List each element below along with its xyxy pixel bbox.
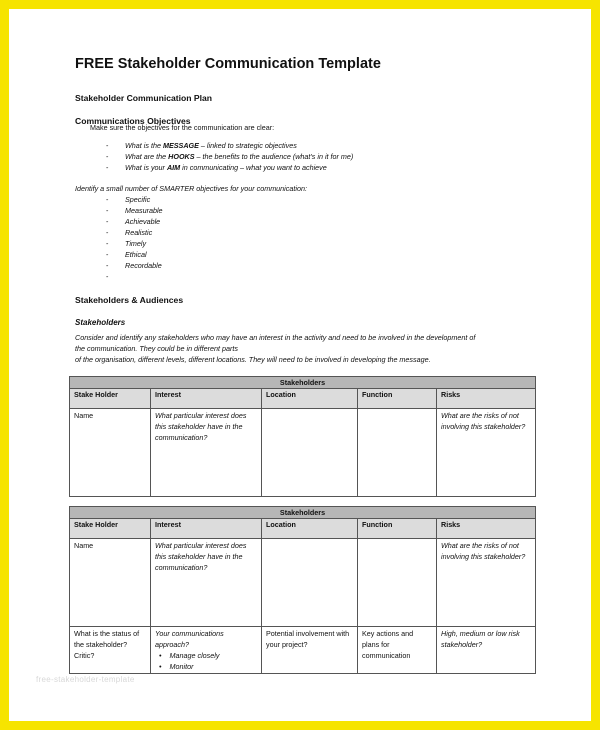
location-cell: [262, 409, 358, 497]
column-header-stakeholder: Stake Holder: [70, 519, 151, 539]
stakeholders-paragraph-line-3: of the organisation, different levels, different locations. They will need to be involved in developing the message.: [75, 355, 431, 364]
location-cell: [262, 539, 358, 627]
stakeholders-table-1: [69, 376, 536, 497]
table-caption: Stakeholders: [70, 377, 536, 389]
column-header-risks: Risks: [437, 389, 536, 409]
interest-cell: What particular interest does this stakeholder have in the communication?: [151, 409, 262, 497]
document-page: [9, 9, 591, 721]
column-header-function: Function: [358, 519, 437, 539]
list-item: - What is the MESSAGE – linked to strategic objectives: [106, 141, 297, 150]
list-item: - Ethical: [106, 250, 147, 259]
list-item: - Timely: [106, 239, 147, 248]
objectives-intro: Make sure the objectives for the communication are clear:: [90, 123, 275, 132]
function-cell: [358, 409, 437, 497]
risks-cell: What are the risks of not involving this stakeholder?: [437, 539, 536, 627]
name-cell: Name: [70, 409, 151, 497]
column-header-risks: Risks: [437, 519, 536, 539]
list-item: - Achievable: [106, 217, 161, 226]
table-row: [70, 627, 536, 674]
watermark: free-stakeholder-template: [36, 675, 135, 684]
name-cell: Name: [70, 539, 151, 627]
smarter-list: [106, 194, 163, 282]
approach-question: Your communications approach?: [155, 629, 224, 649]
involvement-cell: Potential involvement with your project?: [262, 627, 358, 674]
table-caption: Stakeholders: [70, 507, 536, 519]
interest-cell: What particular interest does this stakeholder have in the communication?: [151, 539, 262, 627]
column-header-stakeholder: Stake Holder: [70, 389, 151, 409]
document-title: FREE Stakeholder Communication Template: [75, 56, 381, 72]
list-item: - Specific: [106, 195, 151, 204]
risks-cell: What are the risks of not involving this stakeholder?: [437, 409, 536, 497]
audiences-heading: Stakeholders & Audiences: [75, 295, 184, 305]
column-header-location: Location: [262, 519, 358, 539]
list-item: - What are the HOOKS – the benefits to the audience (what's in it for me): [106, 152, 354, 161]
stakeholders-paragraph-line-2: the communication. They could be in different parts: [75, 344, 239, 353]
column-header-function: Function: [358, 389, 437, 409]
column-header-interest: Interest: [151, 389, 262, 409]
stakeholders-subheading: Stakeholders: [75, 318, 126, 327]
approach-cell: [151, 627, 262, 674]
objectives-heading: Communications Objectives: [75, 116, 191, 126]
column-header-location: Location: [262, 389, 358, 409]
list-item: - Realistic: [106, 228, 153, 237]
status-cell: What is the status of the stakeholder? Critic?: [70, 627, 151, 674]
column-header-interest: Interest: [151, 519, 262, 539]
function-cell: [358, 539, 437, 627]
list-item: - What is your AIM in communicating – what you want to achieve: [106, 163, 327, 172]
message-bullet-list: [106, 140, 354, 173]
stakeholders-paragraph-line-1: Consider and identify any stakeholders who may have an interest in the activity and need to be involved in the development of: [75, 333, 476, 342]
table-row: [70, 539, 536, 627]
smarter-intro: Identify a small number of SMARTER objectives for your communication:: [75, 184, 307, 193]
approach-item: • Monitor: [159, 662, 194, 671]
plan-heading: Stakeholder Communication Plan: [75, 93, 213, 103]
list-item: - Measurable: [106, 206, 163, 215]
stakeholders-table-2: [69, 506, 536, 674]
table-row: [70, 409, 536, 497]
approach-item: • Manage closely: [159, 651, 220, 660]
list-item: -: [106, 272, 109, 281]
list-item: - Recordable: [106, 261, 162, 270]
actions-cell: Key actions and plans for communication: [358, 627, 437, 674]
risk-level-cell: High, medium or low risk stakeholder?: [437, 627, 536, 674]
